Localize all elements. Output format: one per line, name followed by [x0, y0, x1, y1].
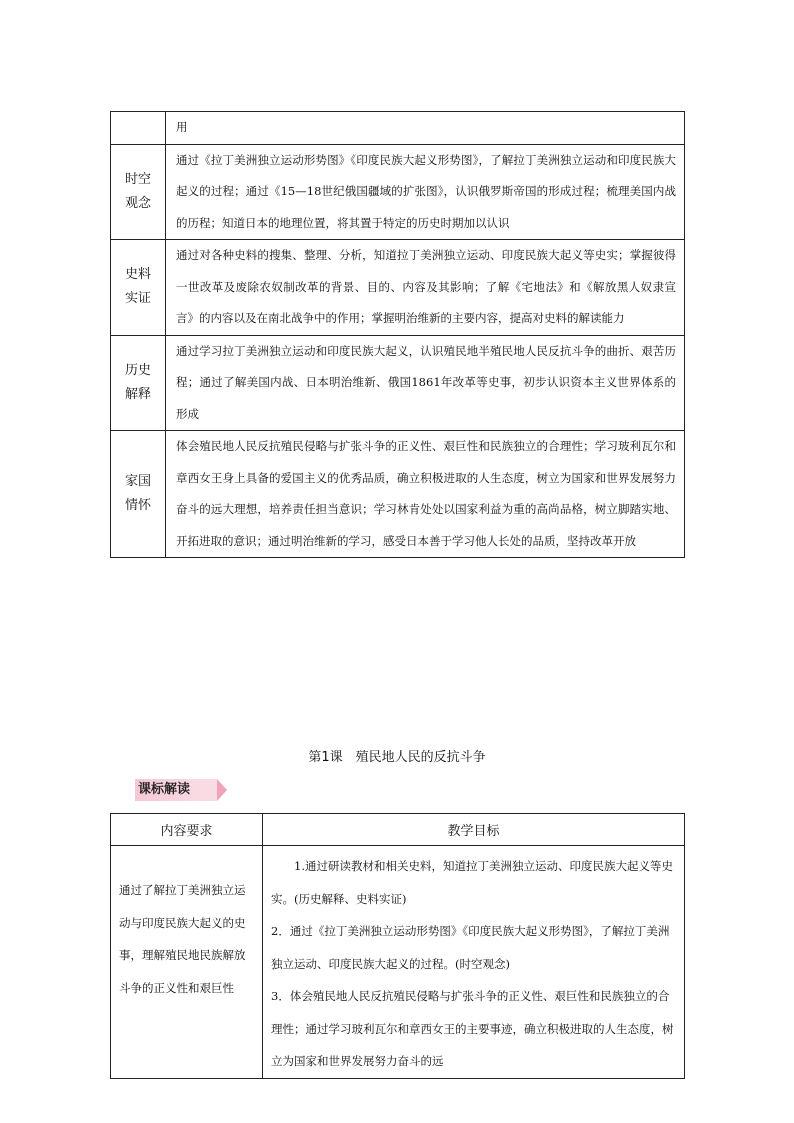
- badge-arrow-icon: [217, 779, 227, 801]
- row-text-spacetime: 通过《拉丁美洲独立运动形势图》《印度民族大起义形势图》，了解拉丁美洲独立运动和印度民族大起义的过程；通过《15—18世纪俄国疆域的扩张图》，认识俄罗斯帝国的形成过程；梳理美国内战的历程；知道日本的地理位置，将其置于特定的历史时期加以认识: [166, 144, 685, 240]
- standards-table: [110, 813, 685, 1079]
- table-row: [111, 431, 685, 558]
- row-text-interpretation: 通过学习拉丁美洲独立运动和印度民族大起义，认识殖民地半殖民地人民反抗斗争的曲折、艰苦历程；通过了解美国内战、日本明治维新、俄国1861年改革等史事，初步认识资本主义世界体系的形成: [166, 335, 685, 431]
- goal-item: 3．体会殖民地人民反抗殖民侵略与扩张斗争的正义性、艰巨性和民族独立的合理性；通过学习玻利瓦尔和章西女王的主要事迹，确立积极进取的人生态度，树立为国家和世界发展努力奋斗的远: [271, 989, 674, 1068]
- row-label-interpretation: 历史解释: [111, 335, 166, 431]
- row-label-patriotism: 家国情怀: [111, 431, 166, 558]
- table-row: [111, 144, 685, 240]
- goal-item: 1.通过研读教材和相关史料，知道拉丁美洲独立运动、印度民族大起义等史实。(历史解释、史料实证): [271, 859, 673, 906]
- header-goals: 教学目标: [263, 814, 685, 846]
- table-row: [111, 240, 685, 336]
- lesson-title: 第1课 殖民地人民的反抗斗争: [308, 750, 486, 765]
- row-label: [111, 112, 166, 145]
- requirement-cell: 通过了解拉丁美洲独立运动与印度民族大起义的史事，理解殖民地民族解放斗争的正义性和艰巨性: [111, 846, 263, 1079]
- table-row: [111, 112, 685, 145]
- goals-cell: [263, 846, 685, 1079]
- row-text-evidence: 通过对各种史料的搜集、整理、分析，知道拉丁美洲独立运动、印度民族大起义等史实；掌握彼得一世改革及废除农奴制改革的背景、目的、内容及其影响；了解《宅地法》和《解放黑人奴隶宣言》的内容以及在南北战争中的作用；掌握明治维新的主要内容，提高对史料的解读能力: [166, 240, 685, 336]
- table-header-row: [111, 814, 685, 846]
- core-literacy-table: [110, 111, 685, 558]
- header-requirement: 内容要求: [111, 814, 263, 846]
- table-row: [111, 335, 685, 431]
- row-text-patriotism: 体会殖民地人民反抗殖民侵略与扩张斗争的正义性、艰巨性和民族独立的合理性；学习玻利瓦尔和章西女王身上具备的爱国主义的优秀品质，确立积极进取的人生态度，树立为国家和世界发展努力奋斗的远大理想，培养责任担当意识；学习林肯处处以国家利益为重的高尚品格，树立脚踏实地、开拓进取的意识；通过明治维新的学习，感受日本善于学习他人长处的品质，坚持改革开放: [166, 431, 685, 558]
- row-label-evidence: 史料实证: [111, 240, 166, 336]
- row-label-spacetime: 时空观念: [111, 144, 166, 240]
- section-badge: 课标解读: [135, 779, 217, 801]
- table-row: [111, 846, 685, 1079]
- row-text: 用: [166, 112, 685, 145]
- goal-item: 2．通过《拉丁美洲独立运动形势图》《印度民族大起义形势图》，了解拉丁美洲独立运动、印度民族大起义的过程。(时空观念): [271, 924, 670, 971]
